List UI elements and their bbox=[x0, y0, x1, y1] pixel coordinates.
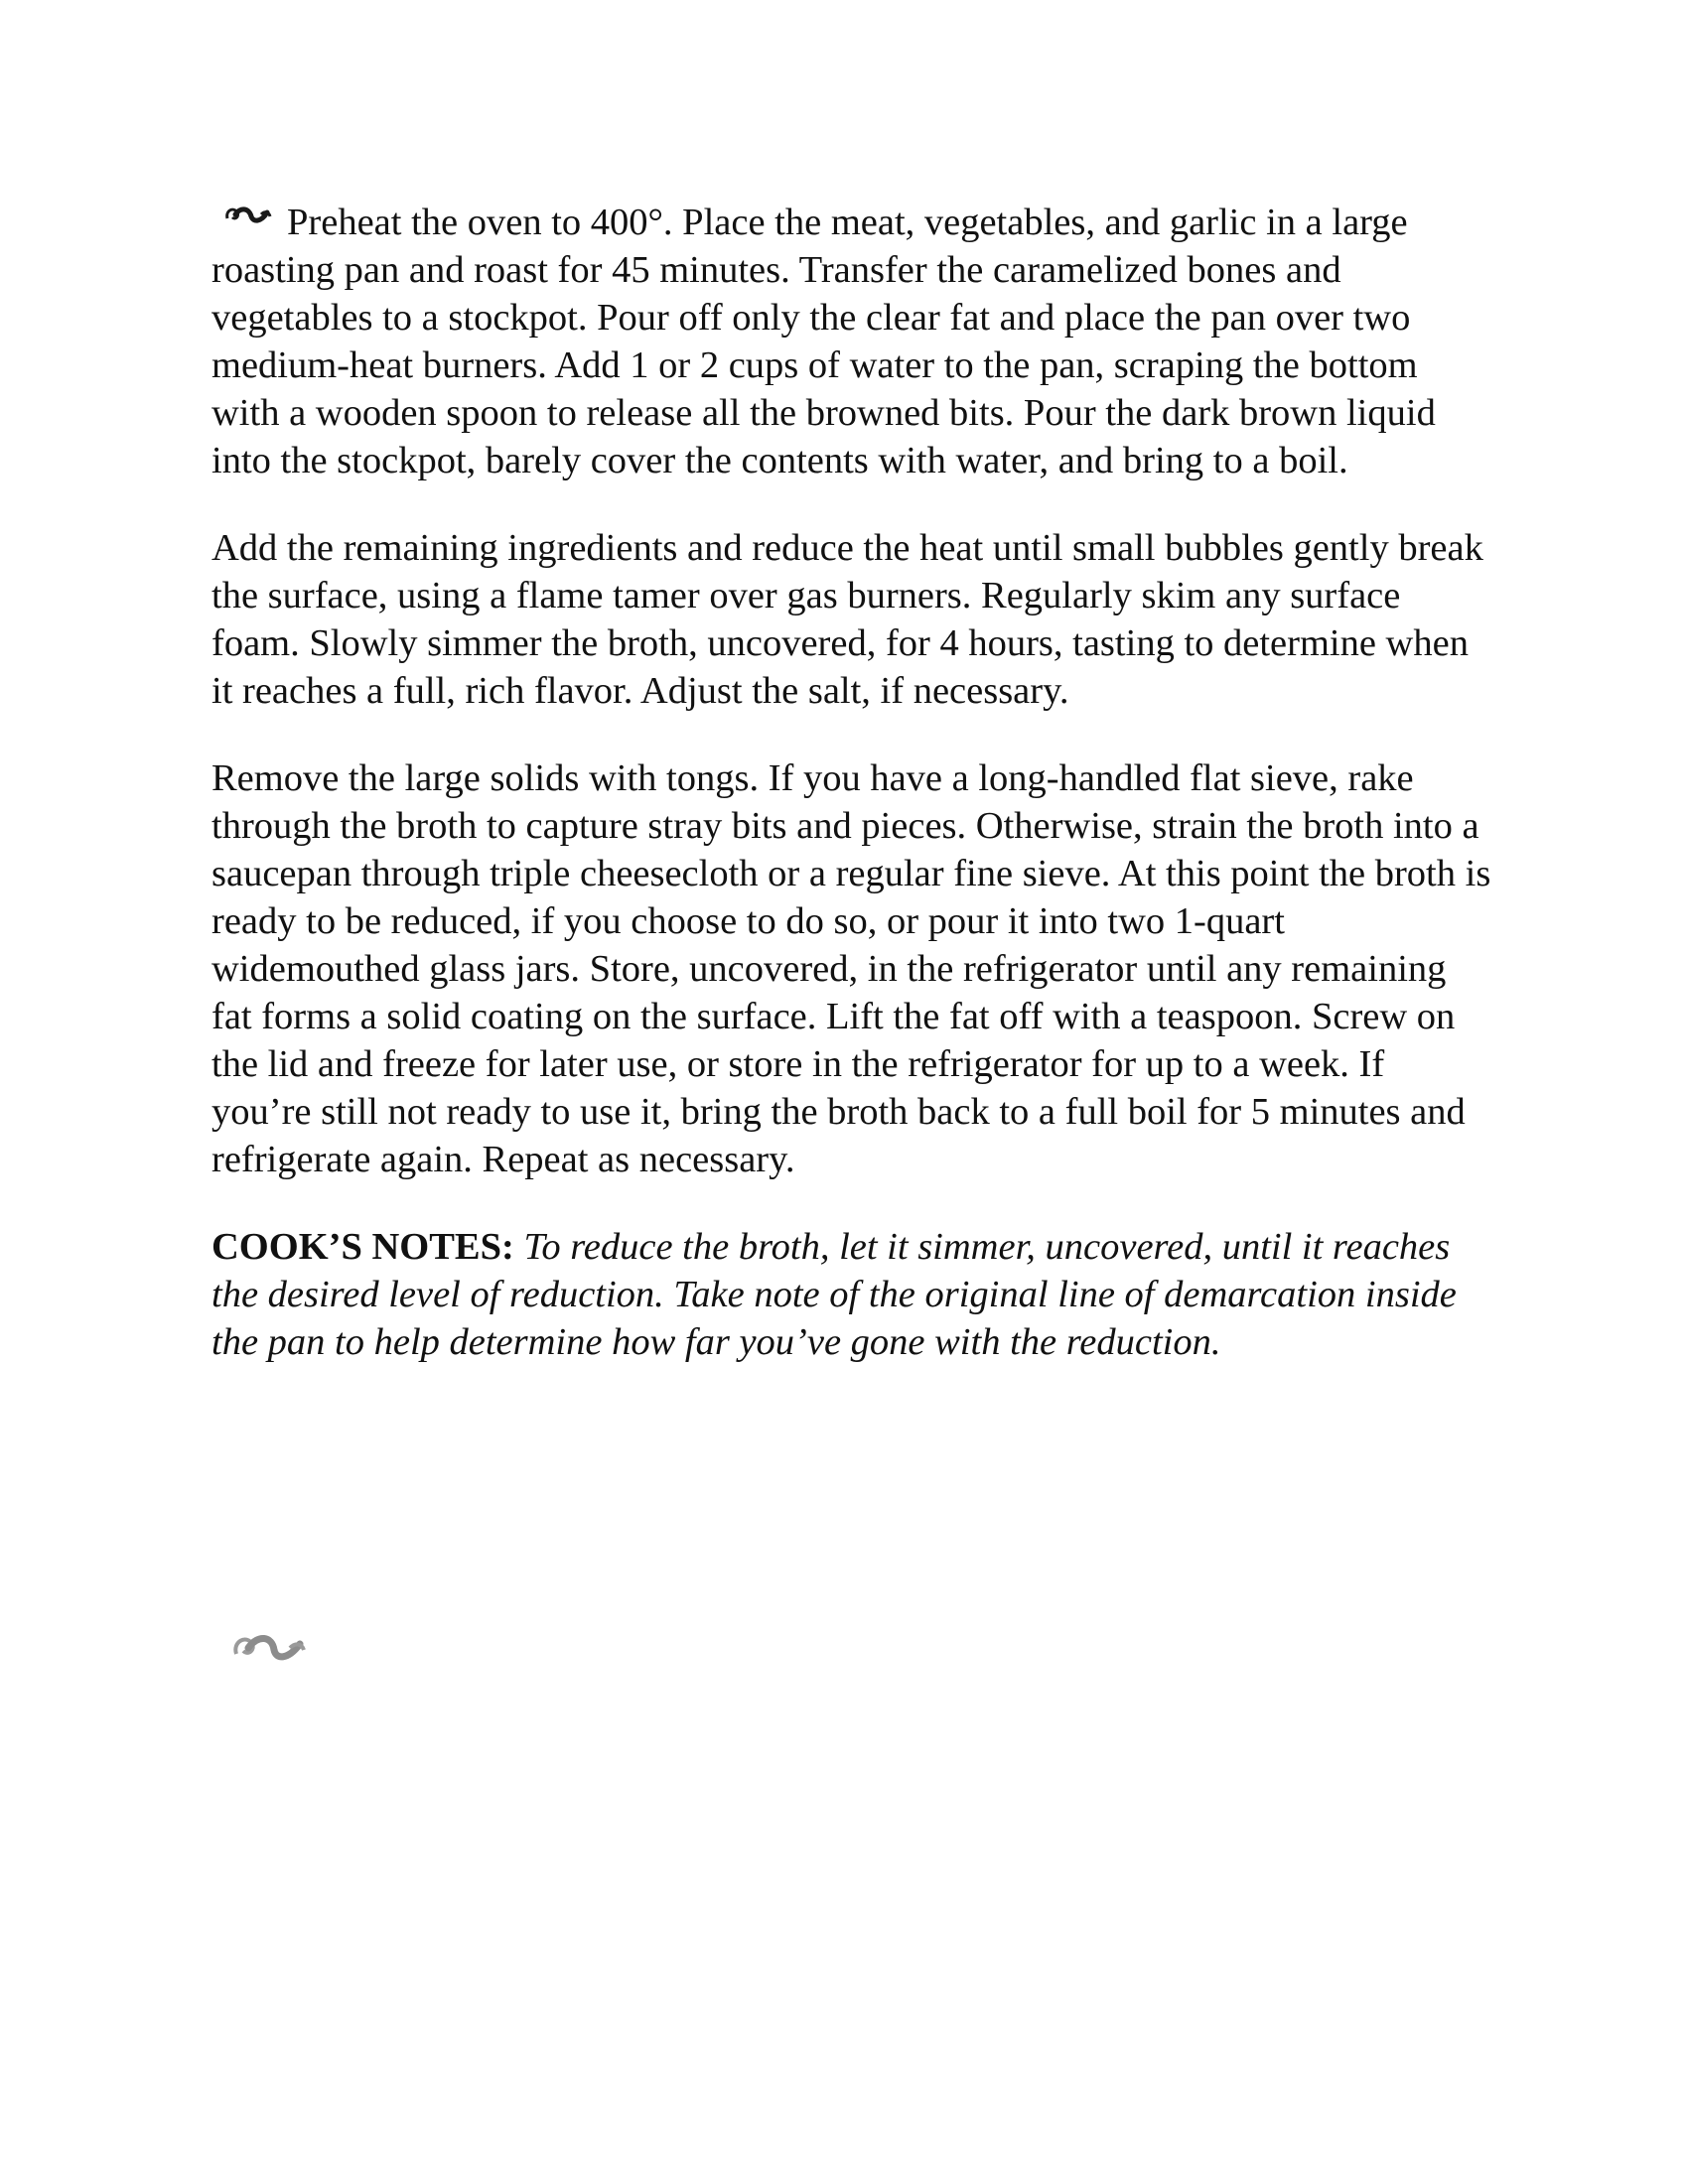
cooks-notes-label: COOK’S NOTES: bbox=[211, 1226, 514, 1268]
method-paragraph-1 bbox=[211, 199, 1492, 484]
method-paragraph-1-text: Preheat the oven to 400°. Place the meat, vegetables, and garlic in a large roasting pan and roast for 45 minutes. Transfer the caramelized bones and vegetables to a stockpot. Pour off only the clear fat and place the pan over two medium-heat burners. Add 1 or 2 cups of water to the pan, scraping the bottom with a wooden spoon to release all the browned bits. Pour the dark brown liquid into the stockpot, barely cover the contents with water, and bring to a boil. bbox=[211, 202, 1436, 481]
swash-ornament-end-icon bbox=[226, 1624, 308, 1672]
recipe-page bbox=[211, 199, 1492, 1406]
method-paragraph-3: Remove the large solids with tongs. If you have a long-handled flat sieve, rake through the broth to capture stray bits and pieces. Otherwise, strain the broth into a saucepan through triple cheesecloth or a regular fine sieve. At this point the broth is ready to be reduced, if you choose to do so, or pour it into two 1-quart widemouthed glass jars. Store, uncovered, in the refrigerator until any remaining fat forms a solid coating on the surface. Lift the fat off with a teaspoon. Screw on the lid and freeze for later use, or store in the refrigerator for up to a week. If you’re still not ready to use it, bring the broth back to a full boil for 5 minutes and refrigerate again. Repeat as necessary. bbox=[211, 757, 1491, 1180]
cooks-notes bbox=[211, 1223, 1492, 1366]
method-paragraph-2: Add the remaining ingredients and reduce the heat until small bubbles gently break the surface, using a flame tamer over gas burners. Regularly skim any surface foam. Slowly simmer the broth, uncovered, for 4 hours, tasting to determine when it reaches a full, rich flavor. Adjust the salt, if necessary. bbox=[211, 527, 1483, 712]
cooks-notes-text: To reduce the broth, let it simmer, uncovered, until it reaches the desired level of reduction. Take note of the original line of demarcation inside the pan to help determine how far you’ve gone with the reduction. bbox=[211, 1226, 1457, 1363]
swash-ornament-icon bbox=[221, 201, 273, 230]
